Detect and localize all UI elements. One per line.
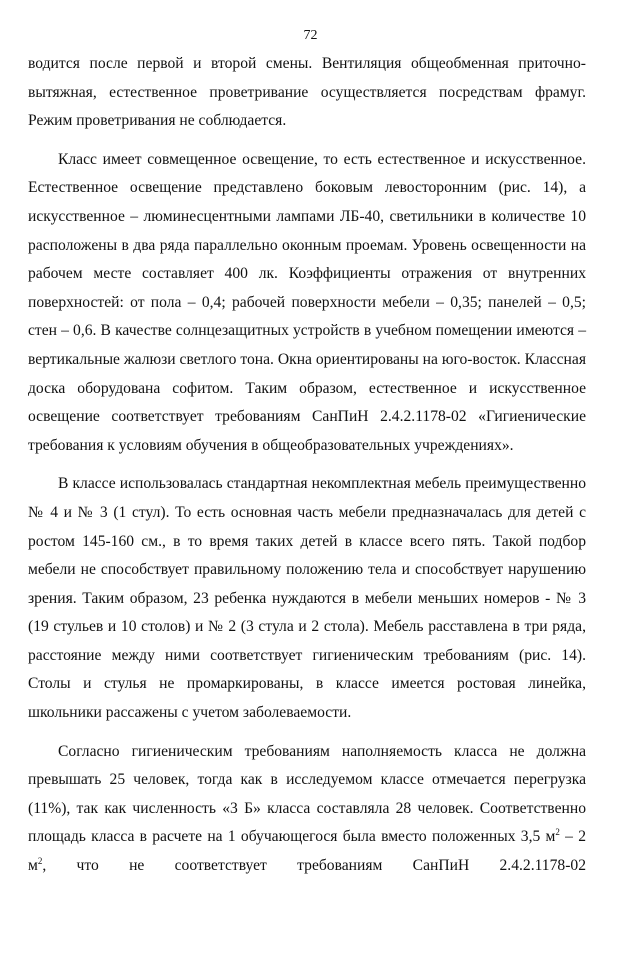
page-number: 72 (303, 28, 318, 43)
paragraph-4-text-b: – 2 м (28, 828, 587, 875)
body-text (28, 50, 586, 891)
paragraph-4 (28, 738, 586, 881)
paragraph-3: В классе использовалась стандартная некомплектная мебель преимущественно № 4 и № 3 (1 стул). То есть основная часть мебели предназначалась для детей с ростом 145-160 см., в то время таких детей в классе всего пять. Такой подбор мебели не способствует правильному положению тела и способствует нарушению зрения. Таким образом, 23 ребенка нуждаются в мебели меньших номеров - № 3 (19 стульев и 10 столов) и № 2 (3 стула и 2 стола). Мебель расставлена в три ряда, расстояние между ними соответствует гигиеническим требованиям (рис. 14). Столы и стулья не промаркированы, в классе имеется ростовая линейка, школьники рассажены с учетом заболеваемости. (28, 475, 586, 722)
paragraph-4-text-a: Согласно гигиеническим требованиям наполняемость класса не должна превышать 25 человек, тогда как в исследуемом классе отмечается перегрузка (11%), так как численность «3 Б» класса составляла 28 человек. Соответственно площадь класса в расчете на 1 обучающегося была вместо положенных 3,5 м (28, 742, 586, 846)
paragraph-1: водится после первой и второй смены. Вентиляция общеобменная приточно-вытяжная, естественное проветривание осуществляется посредствам фрамуг. Режим проветривания не соблюдается. (28, 55, 586, 130)
superscript-square-2: 2 (37, 855, 43, 866)
superscript-square-1: 2 (555, 827, 560, 838)
paragraph-4-text-c: , что не соответствует требованиям СанПиН 2.4.2.1178-02 (42, 857, 586, 875)
paragraph-2: Класс имеет совмещенное освещение, то есть естественное и искусственное. Естественное освещение представлено боковым левосторонним (рис. 14), а искусственное – люминесцентными лампами ЛБ-40, светильники в количестве 10 расположены в два ряда параллельно оконным проемам. Уровень освещенности на рабочем месте составляет 400 лк. Коэффициенты отражения от внутренних поверхностей: от пола – 0,4; рабочей поверхности мебели – 0,35; панелей – 0,5; стен – 0,6. В качестве солнцезащитных устройств в учебном помещении имеются – вертикальные жалюзи светлого тона. Окна ориентированы на юго-восток. Классная доска оборудована софитом. Таким образом, естественное и искусственное освещение соответствует требованиям СанПиН 2.4.2.1178-02 «Гигиенические требования к условиям обучения в общеобразовательных учреждениях». (28, 150, 586, 454)
